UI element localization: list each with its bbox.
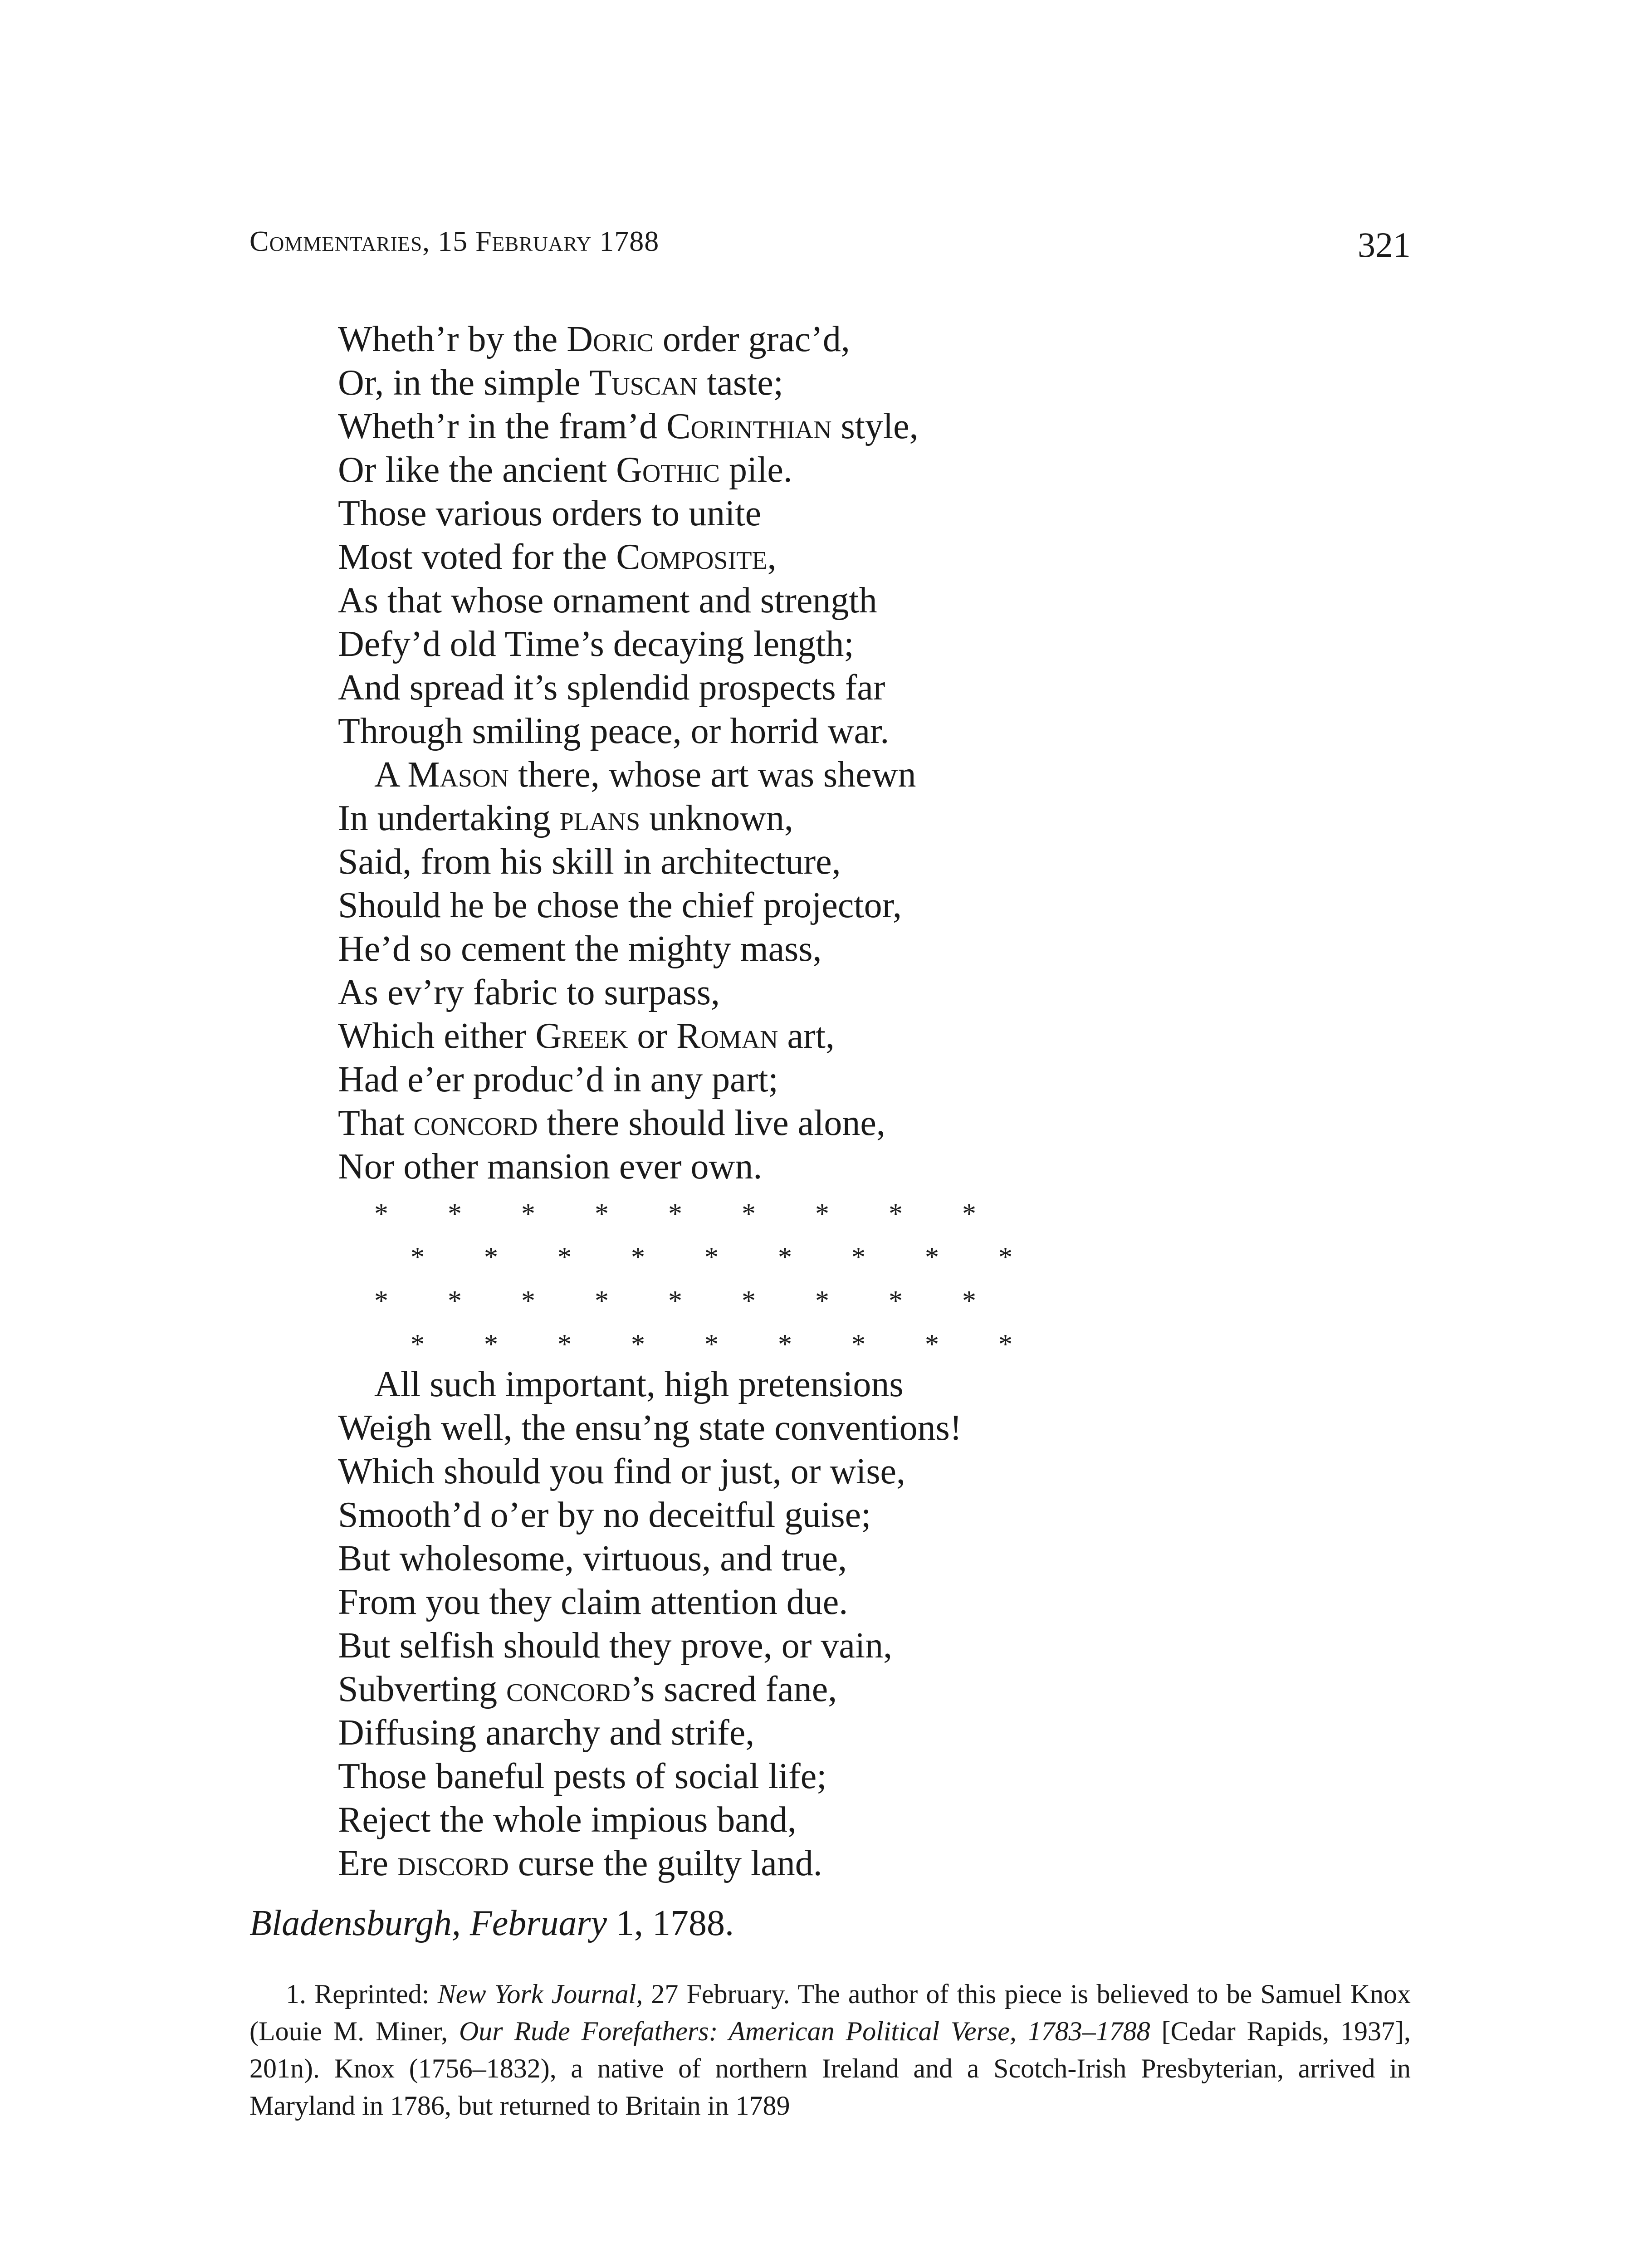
poem-line: Wheth’r by the Doric order grac’d, [338, 319, 850, 359]
asterisk: * [448, 1198, 462, 1229]
poem-line: But wholesome, virtuous, and true, [338, 1539, 847, 1579]
poem-line: Diffusing anarchy and strife, [338, 1713, 755, 1753]
poem-line: Said, from his skill in architecture, [338, 842, 841, 882]
poem-line: As ev’ry fabric to surpass, [338, 973, 720, 1012]
poem-line: Subverting concord’s sacred fane, [338, 1669, 837, 1709]
poem-line: Reject the whole impious band, [338, 1800, 797, 1840]
poem-line: Ere discord curse the guilty land. [338, 1843, 822, 1883]
running-title: Commentaries, 15 February 1788 [249, 225, 660, 257]
poem-line: Which should you find or just, or wise, [338, 1452, 905, 1491]
poem-line: A Mason there, whose art was shewn [374, 755, 916, 795]
poem-line: Nor other mansion ever own. [338, 1147, 763, 1187]
asterisk: * [925, 1329, 939, 1360]
asterisk: * [595, 1286, 609, 1316]
asterisk: * [484, 1242, 498, 1273]
page-number: 321 [1358, 225, 1411, 264]
asterisk: * [631, 1329, 645, 1360]
dateline [249, 1903, 734, 1944]
poem-line: Wheth’r in the fram’d Corinthian style, [338, 406, 919, 446]
poem-line: All such important, high pretensions [374, 1364, 904, 1404]
poem-line: From you they claim attention due. [338, 1582, 848, 1622]
asterisk: * [668, 1286, 682, 1316]
poem-line: But selfish should they prove, or vain, [338, 1626, 893, 1666]
asterisk: * [925, 1242, 939, 1273]
poem-line: Weigh well, the ensu’ng state conventions! [338, 1408, 962, 1448]
asterisk: * [998, 1329, 1012, 1360]
asterisk: * [851, 1329, 865, 1360]
asterisk: * [778, 1329, 792, 1360]
poem [338, 318, 1427, 1885]
asterisk: * [521, 1286, 535, 1316]
asterisk: * [742, 1198, 756, 1229]
poem-line: And spread it’s splendid prospects far [338, 668, 885, 708]
poem-line: Those baneful pests of social life; [338, 1756, 827, 1796]
asterisk-row [338, 1276, 1427, 1319]
dateline-day-year: 1, 1788. [607, 1903, 734, 1943]
asterisk: * [411, 1242, 425, 1273]
poem-line: Or, in the simple Tuscan taste; [338, 363, 784, 403]
asterisk: * [962, 1286, 976, 1316]
asterisk: * [448, 1286, 462, 1316]
running-head [249, 225, 1411, 270]
poem-line: Which either Greek or Roman art, [338, 1016, 835, 1056]
asterisk: * [889, 1286, 903, 1316]
asterisk: * [521, 1198, 535, 1229]
asterisk: * [962, 1198, 976, 1229]
asterisk: * [374, 1198, 388, 1229]
poem-line: Through smiling peace, or horrid war. [338, 711, 890, 751]
asterisk: * [704, 1329, 719, 1360]
asterisk: * [631, 1242, 645, 1273]
asterisk: * [411, 1329, 425, 1360]
poem-line: Smooth’d o’er by no deceitful guise; [338, 1495, 871, 1535]
asterisk: * [557, 1329, 572, 1360]
asterisk-row [338, 1319, 1427, 1363]
asterisk: * [889, 1198, 903, 1229]
asterisk: * [851, 1242, 865, 1273]
asterisk: * [668, 1198, 682, 1229]
asterisk: * [374, 1286, 388, 1316]
asterisk: * [704, 1242, 719, 1273]
poem-line: Defy’d old Time’s decaying length; [338, 624, 854, 664]
poem-line: He’d so cement the mighty mass, [338, 929, 822, 969]
poem-line: Had e’er produc’d in any part; [338, 1060, 778, 1100]
asterisk: * [815, 1198, 829, 1229]
poem-line: Should he be chose the chief projector, [338, 885, 902, 925]
asterisk-row [338, 1232, 1427, 1276]
asterisk: * [595, 1198, 609, 1229]
asterisk: * [815, 1286, 829, 1316]
asterisk-row [338, 1188, 1427, 1232]
poem-line: Or like the ancient Gothic pile. [338, 450, 792, 490]
asterisk: * [484, 1329, 498, 1360]
poem-line: As that whose ornament and strength [338, 581, 877, 621]
poem-line: That concord there should live alone, [338, 1103, 885, 1143]
poem-line: Most voted for the Composite, [338, 537, 777, 577]
asterisk: * [742, 1286, 756, 1316]
poem-line: In undertaking plans unknown, [338, 798, 793, 838]
footnote [249, 1975, 1411, 2124]
footnote-text: 1. Reprinted: New York Journal, 27 February. The author of this piece is believed to be Samuel Knox (Louie M. Miner, Our Rude Forefathers: American Political Verse, 1783–1788 [Cedar Rapids, 1937], 201n). Knox (1756–1832), a native of northern Ireland and a Scotch-Irish Presbyterian, arrived in Maryland in 1786, but returned to Britain in 1789 [249, 1979, 1411, 2121]
poem-line: Those various orders to unite [338, 494, 762, 533]
asterisk: * [998, 1242, 1012, 1273]
dateline-place-date: Bladensburgh, February [249, 1903, 607, 1943]
asterisk: * [778, 1242, 792, 1273]
asterisk: * [557, 1242, 572, 1273]
